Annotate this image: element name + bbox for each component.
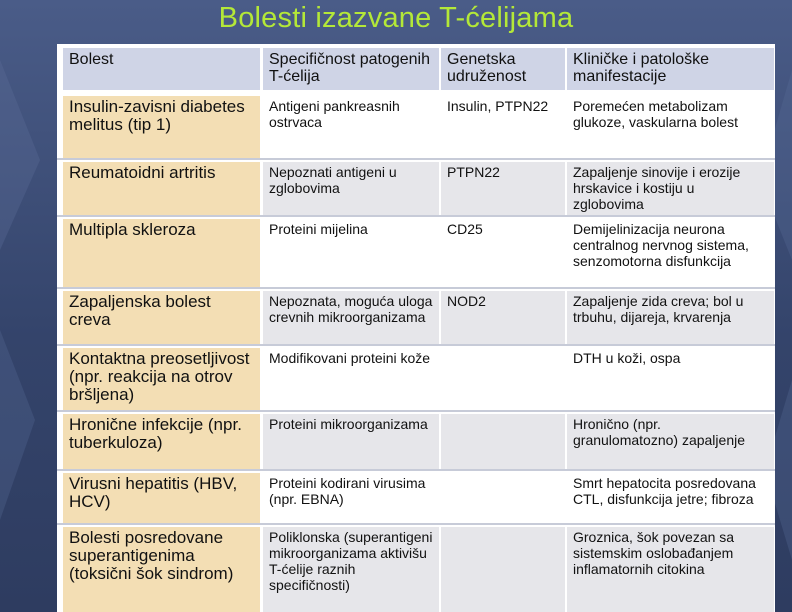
genetics-cell: NOD2 (441, 291, 565, 346)
table-row (57, 291, 775, 346)
genetics-cell (441, 527, 565, 612)
header-disease: Bolest (63, 48, 260, 90)
table-row (57, 162, 775, 217)
disease-cell: Reumatoidni artritis (63, 162, 260, 217)
row-divider (57, 410, 775, 412)
genetics-cell (441, 348, 565, 412)
manifestations-cell: Demijelinizacija neurona centralnog nervnog sistema, senzomotorna disfunkcija (567, 219, 774, 289)
slide-title: Bolesti izazvane T-ćelijama (218, 2, 574, 34)
table-row (57, 96, 775, 160)
disease-cell: Hronične infekcije (npr. tuberkuloza) (63, 414, 260, 471)
disease-cell: Bolesti posredovane superantigenima (toksični šok sindrom) (63, 527, 260, 612)
table-header (57, 44, 775, 91)
genetics-cell (441, 414, 565, 471)
manifestations-cell: Zapaljenje zida creva; bol u trbuhu, dijareja, krvarenja (567, 291, 774, 346)
specificity-cell: Antigeni pankreasnih ostrvaca (263, 96, 439, 160)
specificity-cell: Nepoznata, moguća uloga crevnih mikroorganizama (263, 291, 439, 346)
table-row (57, 219, 775, 289)
row-divider (57, 523, 775, 525)
manifestations-cell: Zapaljenje sinovije i erozije hrskavice i kostiju u zglobovima (567, 162, 774, 217)
table-row (57, 473, 775, 525)
row-divider (57, 344, 775, 346)
specificity-cell: Proteini mijelina (263, 219, 439, 289)
specificity-cell: Nepoznati antigeni u zglobovima (263, 162, 439, 217)
disease-cell: Multipla skleroza (63, 219, 260, 289)
specificity-cell: Poliklonska (superantigeni mikroorganizama aktivišu T-ćelije raznih specifičnosti) (263, 527, 439, 612)
disease-cell: Kontaktna preosetljivost (npr. reakcija na otrov bršljena) (63, 348, 260, 412)
header-manifestations: Kliničke i patološke manifestacije (567, 48, 774, 90)
manifestations-cell: Groznica, šok povezan sa sistemskim oslobađanjem inflamatornih citokina (567, 527, 774, 612)
specificity-cell: Proteini mikroorganizama (263, 414, 439, 471)
disease-table (57, 44, 775, 612)
specificity-cell: Modifikovani proteini kože (263, 348, 439, 412)
table-row (57, 527, 775, 612)
row-divider (57, 215, 775, 217)
genetics-cell: CD25 (441, 219, 565, 289)
row-divider (57, 158, 775, 160)
header-specificity: Specifičnost patogenih T-ćelija (263, 48, 439, 90)
table-row (57, 348, 775, 412)
genetics-cell: Insulin, PTPN22 (441, 96, 565, 160)
row-divider (57, 469, 775, 471)
manifestations-cell: Poremećen metabolizam glukoze, vaskularna bolest (567, 96, 774, 160)
manifestations-cell: DTH u koži, ospa (567, 348, 774, 412)
row-divider (57, 287, 775, 289)
specificity-cell: Proteini kodirani virusima (npr. EBNA) (263, 473, 439, 525)
genetics-cell (441, 473, 565, 525)
disease-cell: Insulin-zavisni diabetes melitus (tip 1) (63, 96, 260, 160)
header-genetics: Genetska udruženost (441, 48, 565, 90)
manifestations-cell: Hronično (npr. granulomatozno) zapaljenje (567, 414, 774, 471)
disease-cell: Zapaljenska bolest creva (63, 291, 260, 346)
manifestations-cell: Smrt hepatocita posredovana CTL, disfunkcija jetre; fibroza (567, 473, 774, 525)
disease-cell: Virusni hepatitis (HBV, HCV) (63, 473, 260, 525)
genetics-cell: PTPN22 (441, 162, 565, 217)
table-row (57, 414, 775, 471)
